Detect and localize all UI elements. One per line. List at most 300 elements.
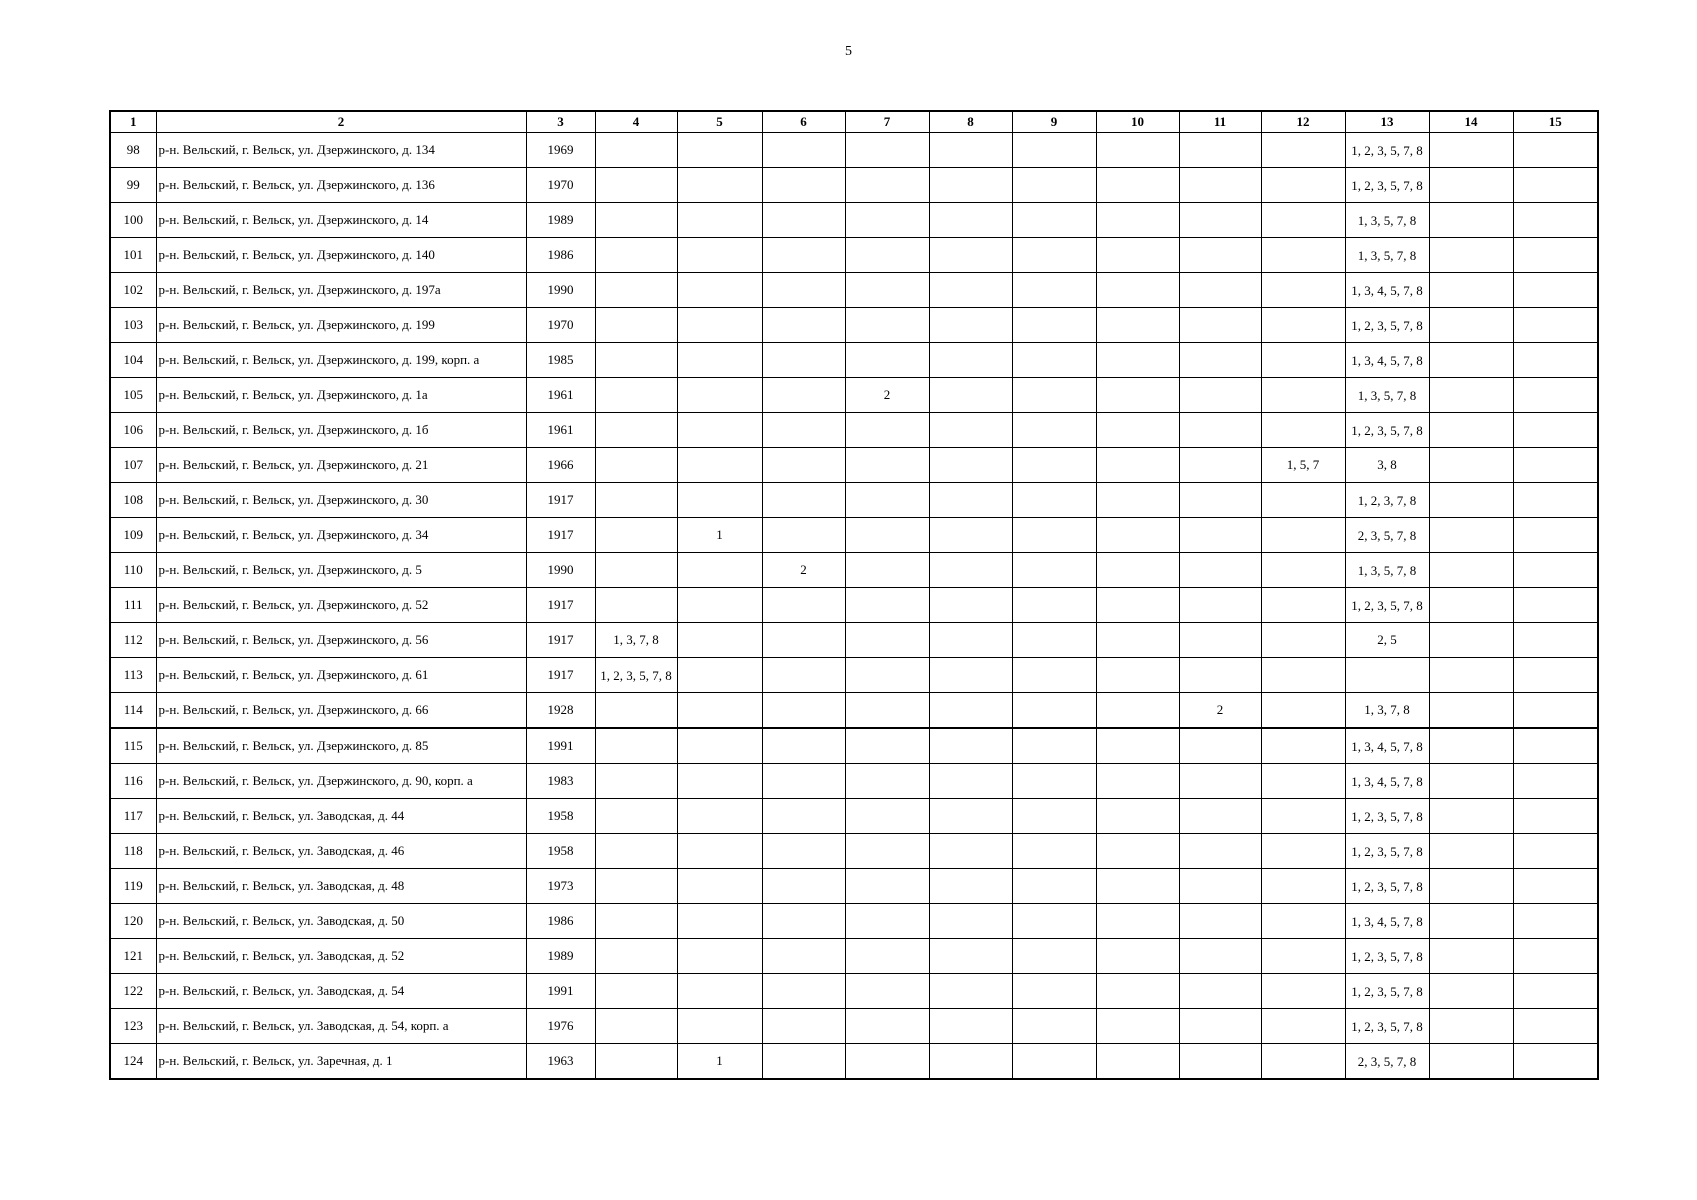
address-cell: р-н. Вельский, г. Вельск, ул. Дзержинского, д. 34 [156,518,526,553]
table-cell [929,623,1012,658]
table-cell [1179,308,1261,343]
table-cell [929,1009,1012,1044]
table-cell [1096,764,1179,799]
table-cell [595,413,677,448]
year-cell: 1976 [526,1009,595,1044]
table-cell [929,238,1012,273]
year-cell: 1970 [526,308,595,343]
table-row [110,799,1598,834]
table-cell [677,448,762,483]
table-cell [929,939,1012,974]
table-cell [1096,658,1179,693]
table-cell [762,939,845,974]
year-cell: 1985 [526,343,595,378]
table-row [110,168,1598,203]
year-cell: 1973 [526,869,595,904]
table-cell [677,799,762,834]
table-cell [1261,904,1345,939]
table-cell [677,693,762,729]
year-cell: 1917 [526,518,595,553]
table-cell [1429,764,1513,799]
year-cell: 1983 [526,764,595,799]
table-cell: 2, 5 [1345,623,1429,658]
table-body [110,133,1598,1080]
table-cell [762,869,845,904]
row-number: 102 [110,273,156,308]
column-header-7: 7 [845,111,929,133]
table-cell [1261,553,1345,588]
table-cell [1179,834,1261,869]
table-cell [1012,799,1096,834]
column-header-8: 8 [929,111,1012,133]
table-cell [1261,308,1345,343]
table-cell: 1, 2, 3, 7, 8 [1345,483,1429,518]
table-cell [1513,343,1598,378]
table-cell [1096,133,1179,168]
table-cell [1096,448,1179,483]
table-cell: 1, 3, 5, 7, 8 [1345,238,1429,273]
table-cell [1513,764,1598,799]
table-cell [1096,623,1179,658]
table-row [110,658,1598,693]
table-cell [929,974,1012,1009]
table-cell [1513,553,1598,588]
row-number: 117 [110,799,156,834]
table-cell [1179,133,1261,168]
address-cell: р-н. Вельский, г. Вельск, ул. Дзержинского, д. 5 [156,553,526,588]
table-cell [1012,869,1096,904]
table-cell [762,518,845,553]
table-cell [1012,834,1096,869]
table-cell [762,238,845,273]
table-cell [1429,799,1513,834]
table-cell: 1, 3, 4, 5, 7, 8 [1345,343,1429,378]
table-cell: 1, 2, 3, 5, 7, 8 [595,658,677,693]
table-cell [1261,378,1345,413]
table-cell [1012,133,1096,168]
table-cell [845,518,929,553]
table-cell: 2, 3, 5, 7, 8 [1345,518,1429,553]
table-cell [1513,728,1598,764]
table-cell [762,308,845,343]
table-cell [1096,343,1179,378]
table-cell [1513,1044,1598,1080]
table-cell [1513,518,1598,553]
table-cell [1179,728,1261,764]
table-cell [762,904,845,939]
table-cell [1429,203,1513,238]
table-cell [762,1044,845,1080]
table-cell [929,483,1012,518]
year-cell: 1917 [526,588,595,623]
table-cell [929,834,1012,869]
column-header-3: 3 [526,111,595,133]
table-cell [845,343,929,378]
table-cell [929,799,1012,834]
year-cell: 1991 [526,728,595,764]
table-cell [1179,448,1261,483]
table-cell [1429,483,1513,518]
table-cell: 1, 2, 3, 5, 7, 8 [1345,168,1429,203]
year-cell: 1986 [526,238,595,273]
table-cell [1513,378,1598,413]
row-number: 119 [110,869,156,904]
table-cell [1179,483,1261,518]
table-cell [1096,904,1179,939]
table-cell [845,693,929,729]
table-row [110,939,1598,974]
table-cell [1429,974,1513,1009]
table-cell [1179,1044,1261,1080]
table-cell [1261,413,1345,448]
table-cell [595,483,677,518]
table-row [110,1009,1598,1044]
table-cell [1429,343,1513,378]
table-cell [595,308,677,343]
table-cell [595,168,677,203]
table-cell: 1, 2, 3, 5, 7, 8 [1345,939,1429,974]
table-cell [1179,904,1261,939]
address-cell: р-н. Вельский, г. Вельск, ул. Заводская, д. 46 [156,834,526,869]
address-cell: р-н. Вельский, г. Вельск, ул. Дзержинского, д. 199 [156,308,526,343]
table-cell: 2 [845,378,929,413]
table-cell [1261,133,1345,168]
table-cell [1429,238,1513,273]
table-cell [1096,869,1179,904]
table-cell [1012,939,1096,974]
address-cell: р-н. Вельский, г. Вельск, ул. Заречная, д. 1 [156,1044,526,1080]
table-cell [845,904,929,939]
table-cell [1096,728,1179,764]
address-cell: р-н. Вельский, г. Вельск, ул. Заводская, д. 54, корп. а [156,1009,526,1044]
table-cell [762,378,845,413]
address-cell: р-н. Вельский, г. Вельск, ул. Дзержинского, д. 90, корп. а [156,764,526,799]
header-row [110,111,1598,133]
year-cell: 1990 [526,273,595,308]
table-cell [1096,378,1179,413]
table-cell [1096,413,1179,448]
table-cell [1513,1009,1598,1044]
table-row [110,133,1598,168]
table-cell: 1, 3, 5, 7, 8 [1345,378,1429,413]
table-cell [1429,939,1513,974]
address-cell: р-н. Вельский, г. Вельск, ул. Дзержинского, д. 134 [156,133,526,168]
row-number: 104 [110,343,156,378]
table-cell [677,974,762,1009]
table-row [110,869,1598,904]
table-cell [929,378,1012,413]
table-cell [845,974,929,1009]
address-cell: р-н. Вельский, г. Вельск, ул. Заводская, д. 52 [156,939,526,974]
table-cell [1429,834,1513,869]
table-cell [595,939,677,974]
table-cell [1261,343,1345,378]
table-cell [595,904,677,939]
year-cell: 1958 [526,834,595,869]
table-cell [1012,904,1096,939]
table-row [110,693,1598,729]
table-cell [1012,623,1096,658]
table-cell [845,1009,929,1044]
year-cell: 1986 [526,904,595,939]
table-cell [595,764,677,799]
row-number: 113 [110,658,156,693]
table-cell [1096,273,1179,308]
table-cell [677,378,762,413]
table-cell: 2 [762,553,845,588]
table-cell [929,658,1012,693]
table-cell [1429,588,1513,623]
table-cell [1012,413,1096,448]
address-cell: р-н. Вельский, г. Вельск, ул. Заводская, д. 48 [156,869,526,904]
table-cell: 2 [1179,693,1261,729]
table-cell [677,764,762,799]
table-cell [762,693,845,729]
table-cell: 1, 3, 4, 5, 7, 8 [1345,273,1429,308]
table-cell [1261,658,1345,693]
address-cell: р-н. Вельский, г. Вельск, ул. Дзержинского, д. 1б [156,413,526,448]
row-number: 111 [110,588,156,623]
row-number: 115 [110,728,156,764]
table-cell [1429,518,1513,553]
table-cell [1429,273,1513,308]
table-cell [845,869,929,904]
table-cell [595,974,677,1009]
row-number: 121 [110,939,156,974]
table-cell [677,728,762,764]
table-cell [762,203,845,238]
table-cell: 1, 2, 3, 5, 7, 8 [1345,588,1429,623]
row-number: 98 [110,133,156,168]
table-cell [1179,203,1261,238]
table-cell: 1, 2, 3, 5, 7, 8 [1345,308,1429,343]
table-cell [595,343,677,378]
table-row [110,483,1598,518]
table-cell [595,834,677,869]
year-cell: 1990 [526,553,595,588]
table-cell [1513,168,1598,203]
table-cell [929,1044,1012,1080]
page-number: 5 [845,44,852,59]
table-cell [1179,518,1261,553]
table-cell [677,904,762,939]
table-row [110,308,1598,343]
table-row [110,273,1598,308]
table-row [110,904,1598,939]
table-cell [1012,203,1096,238]
table-cell: 1, 3, 4, 5, 7, 8 [1345,764,1429,799]
table-cell [845,238,929,273]
table-cell [1261,939,1345,974]
year-cell: 1991 [526,974,595,1009]
table-cell [1179,413,1261,448]
table-cell [1012,448,1096,483]
column-header-14: 14 [1429,111,1513,133]
table-cell [1012,728,1096,764]
table-cell [1429,378,1513,413]
table-cell [1179,238,1261,273]
table-cell [1096,1009,1179,1044]
table-cell [595,588,677,623]
table-cell [1261,623,1345,658]
table-cell [929,904,1012,939]
table-cell [595,203,677,238]
table-cell [929,308,1012,343]
table-cell [762,448,845,483]
table-cell [595,1009,677,1044]
table-cell [1012,1044,1096,1080]
table-cell [1096,483,1179,518]
table-cell [1261,764,1345,799]
table-cell [595,273,677,308]
table-cell [1261,203,1345,238]
year-cell: 1989 [526,203,595,238]
table-cell [595,448,677,483]
table-cell [1096,693,1179,729]
address-cell: р-н. Вельский, г. Вельск, ул. Заводская, д. 44 [156,799,526,834]
table-cell [929,413,1012,448]
table-cell [1012,588,1096,623]
table-cell [1179,974,1261,1009]
table-cell [1096,168,1179,203]
table-cell [677,273,762,308]
table-row [110,764,1598,799]
table-cell [1429,448,1513,483]
table-cell [1179,343,1261,378]
table-cell [1179,939,1261,974]
table-cell [1513,693,1598,729]
year-cell: 1966 [526,448,595,483]
column-header-1: 1 [110,111,156,133]
year-cell: 1917 [526,623,595,658]
year-cell: 1989 [526,939,595,974]
table-cell [929,343,1012,378]
table-cell [677,939,762,974]
table-cell [762,974,845,1009]
table-row [110,553,1598,588]
table-cell [1513,658,1598,693]
year-cell: 1970 [526,168,595,203]
address-cell: р-н. Вельский, г. Вельск, ул. Дзержинского, д. 66 [156,693,526,729]
table-cell [1179,273,1261,308]
table-cell: 1, 2, 3, 5, 7, 8 [1345,133,1429,168]
address-cell: р-н. Вельский, г. Вельск, ул. Дзержинского, д. 52 [156,588,526,623]
table-cell: 1, 2, 3, 5, 7, 8 [1345,974,1429,1009]
table-cell [1513,273,1598,308]
table-cell [1261,1009,1345,1044]
table-cell [1096,518,1179,553]
address-cell: р-н. Вельский, г. Вельск, ул. Дзержинского, д. 21 [156,448,526,483]
table-cell [1012,308,1096,343]
table-cell [1012,553,1096,588]
table-cell [929,273,1012,308]
table-cell [1513,413,1598,448]
table-cell [929,518,1012,553]
table-cell [845,764,929,799]
table-cell: 1, 2, 3, 5, 7, 8 [1345,1009,1429,1044]
table-cell: 3, 8 [1345,448,1429,483]
table-cell [1179,1009,1261,1044]
table-cell [1012,483,1096,518]
table-cell [762,483,845,518]
row-number: 116 [110,764,156,799]
address-cell: р-н. Вельский, г. Вельск, ул. Дзержинского, д. 61 [156,658,526,693]
row-number: 103 [110,308,156,343]
table-cell [1261,483,1345,518]
table-cell [1012,168,1096,203]
table-row [110,588,1598,623]
table-cell [1012,518,1096,553]
table-cell [845,273,929,308]
table-cell [677,623,762,658]
table-cell [1096,238,1179,273]
row-number: 122 [110,974,156,1009]
table-cell: 1, 3, 4, 5, 7, 8 [1345,904,1429,939]
table-cell [1513,834,1598,869]
table-cell [595,238,677,273]
table-cell [677,343,762,378]
table-cell [762,343,845,378]
column-header-6: 6 [762,111,845,133]
row-number: 124 [110,1044,156,1080]
table-cell [929,728,1012,764]
table-cell: 1 [677,1044,762,1080]
table-cell [1513,869,1598,904]
year-cell: 1963 [526,1044,595,1080]
table-cell [1261,693,1345,729]
table-cell [762,413,845,448]
table-cell [1096,939,1179,974]
table-cell [1513,483,1598,518]
row-number: 108 [110,483,156,518]
table-cell [845,834,929,869]
table-cell [929,448,1012,483]
table-cell [677,483,762,518]
table-cell [762,623,845,658]
address-cell: р-н. Вельский, г. Вельск, ул. Дзержинского, д. 136 [156,168,526,203]
table-cell [845,658,929,693]
table-cell [1179,869,1261,904]
table-cell [595,799,677,834]
table-row [110,974,1598,1009]
table-cell [762,834,845,869]
table-cell [595,1044,677,1080]
table-row [110,1044,1598,1080]
table-cell [929,588,1012,623]
year-cell: 1917 [526,483,595,518]
table-cell [677,1009,762,1044]
row-number: 106 [110,413,156,448]
table-cell [929,869,1012,904]
table-cell [1261,799,1345,834]
table-cell [1513,448,1598,483]
table-cell [1429,133,1513,168]
table-cell [1261,273,1345,308]
table-cell [1012,273,1096,308]
row-number: 100 [110,203,156,238]
table-cell [929,693,1012,729]
address-cell: р-н. Вельский, г. Вельск, ул. Дзержинского, д. 14 [156,203,526,238]
row-number: 105 [110,378,156,413]
table-cell [677,168,762,203]
address-cell: р-н. Вельский, г. Вельск, ул. Дзержинского, д. 1а [156,378,526,413]
column-header-10: 10 [1096,111,1179,133]
year-cell: 1969 [526,133,595,168]
table-cell [1429,728,1513,764]
table-cell: 2, 3, 5, 7, 8 [1345,1044,1429,1080]
table-cell [1429,308,1513,343]
table-cell [1012,764,1096,799]
